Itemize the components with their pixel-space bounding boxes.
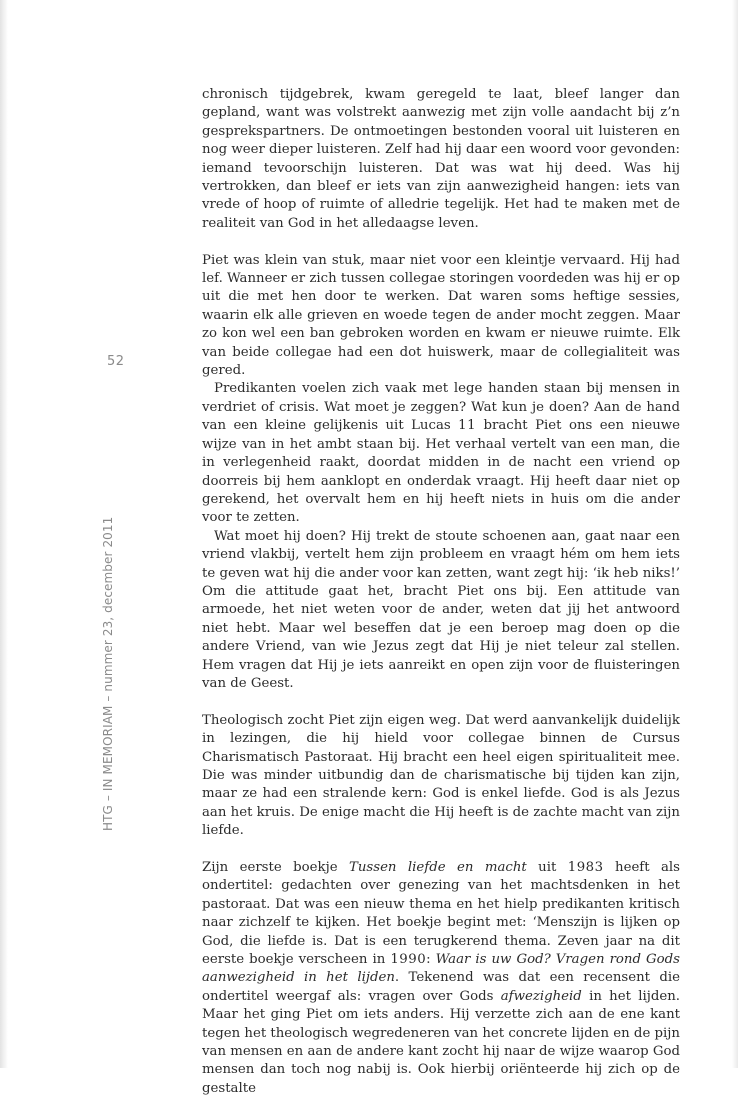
page-edge-shadow: [0, 0, 8, 1068]
page-number: 52: [107, 354, 125, 369]
book-title: Waar is uw God? Vragen rond Gods aanwezigheid in het lijden: [202, 952, 680, 986]
paragraph: Piet was klein van stuk, maar niet voor een kleintje vervaard. Hij had lef. Wanneer er zich tussen collegae storingen voordeden was hij er op uit die met hen door te werken. Dat waren soms heftige sessies, waarin elk alle grieven en woede tegen de ander mocht zeggen. Maar zo kon wel een ban gebroken worden en kwam er nieuwe ruimte. Elk van beide collegae had een dot huiswerk, maar de collegialiteit was gered.: [202, 252, 680, 379]
text-run: Predikanten voelen zich vaak met lege handen staan bij mensen in verdriet of crisis. Wat moet je zeggen? Wat kun je doen? Aan de hand van een kleine gelijkenis uit Lucas: [202, 381, 680, 434]
running-head: HTG – IN MEMORIAM – nummer 23, december 2011: [101, 516, 115, 831]
chapter-number: 11: [458, 418, 477, 434]
text-run: :: [426, 952, 436, 968]
paragraph: [202, 859, 680, 1098]
paragraph: chronisch tijdgebrek, kwam geregeld te laat, bleef langer dan gepland, want was volstrekt aanwezig met zijn volle aandacht bij z’n gesprekspartners. De ontmoetingen bestonden vooral uit luisteren en nog weer dieper luisteren. Zelf had hij daar een woord voor gevonden: iemand tevoorschijn luisteren. Dat was wat hij deed. Was hij vertrokken, dan bleef er iets van zijn aanwezigheid hangen: iets van vrede of hoop of ruimte of alledrie tegelijk. Het had te maken met de realiteit van God in het alledaagse leven.: [202, 87, 680, 231]
text-run: Zijn eerste boekje: [202, 860, 349, 876]
text-run: uit: [526, 860, 568, 876]
year: 1990: [390, 952, 427, 968]
text-run: bracht Piet ons een nieuwe wijze van in het ambt staan bij. Het verhaal vertelt van een man, die in verlegenheid raakt, doordat midden in de nacht een vriend op doorreis bij hem aanklopt en onderdak vraagt. Hij heeft daar niet op gerekend, het overvalt hem en hij heeft niets in huis om die ander voor te zetten.: [202, 418, 681, 526]
page-edge-right: [732, 0, 738, 1068]
text-run: . Tekenend was dat een recensent die ondertitel weergaf als: vragen over Gods: [202, 970, 680, 1004]
text-run: in het lijden. Maar het ging Piet om iets anders. Hij verzette zich aan de ene kant tegen het theologisch wegredeneren van het concrete lijden en de pijn van mensen en aan de andere kant zocht hij naar de wijze waarop God mensen dan toch nog nabij is. Ook hierbij oriënteerde hij zich op de gestalte: [202, 988, 680, 1096]
paragraph: [202, 380, 680, 527]
emphasis: afwezigheid: [500, 988, 582, 1004]
paragraph: Wat moet hij doen? Hij trekt de stoute schoenen aan, gaat naar een vriend vlakbij, vertelt hem zijn probleem en vraagt hém om hem iets te geven wat hij die ander voor kan zetten, want zegt hij: ‘ik heb niks!’ Om die attitude gaat het, bracht Piet ons bij. Een attitude van armoede, het niet weten voor de ander, weten dat jij het antwoord niet hebt. Maar wel beseffen dat je een beroep mag doen op die andere Vriend, van wie Jezus zegt dat Hij je niet teleur zal stellen. Hem vragen dat Hij je iets aanreikt en open zijn voor de fluisteringen van de Geest.: [202, 528, 680, 691]
text-run: heeft als ondertitel: gedachten over genezing van het machtsdenken in het pastoraat. Dat was een nieuw thema en het hielp predikanten kritisch naar zichzelf te kijken. Het boekje begint met: ‘Menszijn is lijken op God, die liefde is. Dat is een terugkerend thema. Zeven jaar na dit eerste boekje verscheen in: [202, 860, 680, 968]
book-title: Tussen liefde en macht: [348, 860, 527, 876]
paragraph: Theologisch zocht Piet zijn eigen weg. Dat werd aanvankelijk duidelijk in lezingen, die hij hield voor collegae binnen de Cursus Charismatisch Pastoraat. Hij bracht een heel eigen spiritualiteit mee. Die was minder uitbundig dan de charismatische bij tijden kan zijn, maar ze had een stralende kern: God is enkel liefde. God is als Jezus aan het kruis. De enige macht die Hij heeft is de zachte macht van zijn liefde.: [202, 712, 680, 839]
year: 1983: [567, 860, 604, 876]
body-text: [202, 86, 680, 1098]
